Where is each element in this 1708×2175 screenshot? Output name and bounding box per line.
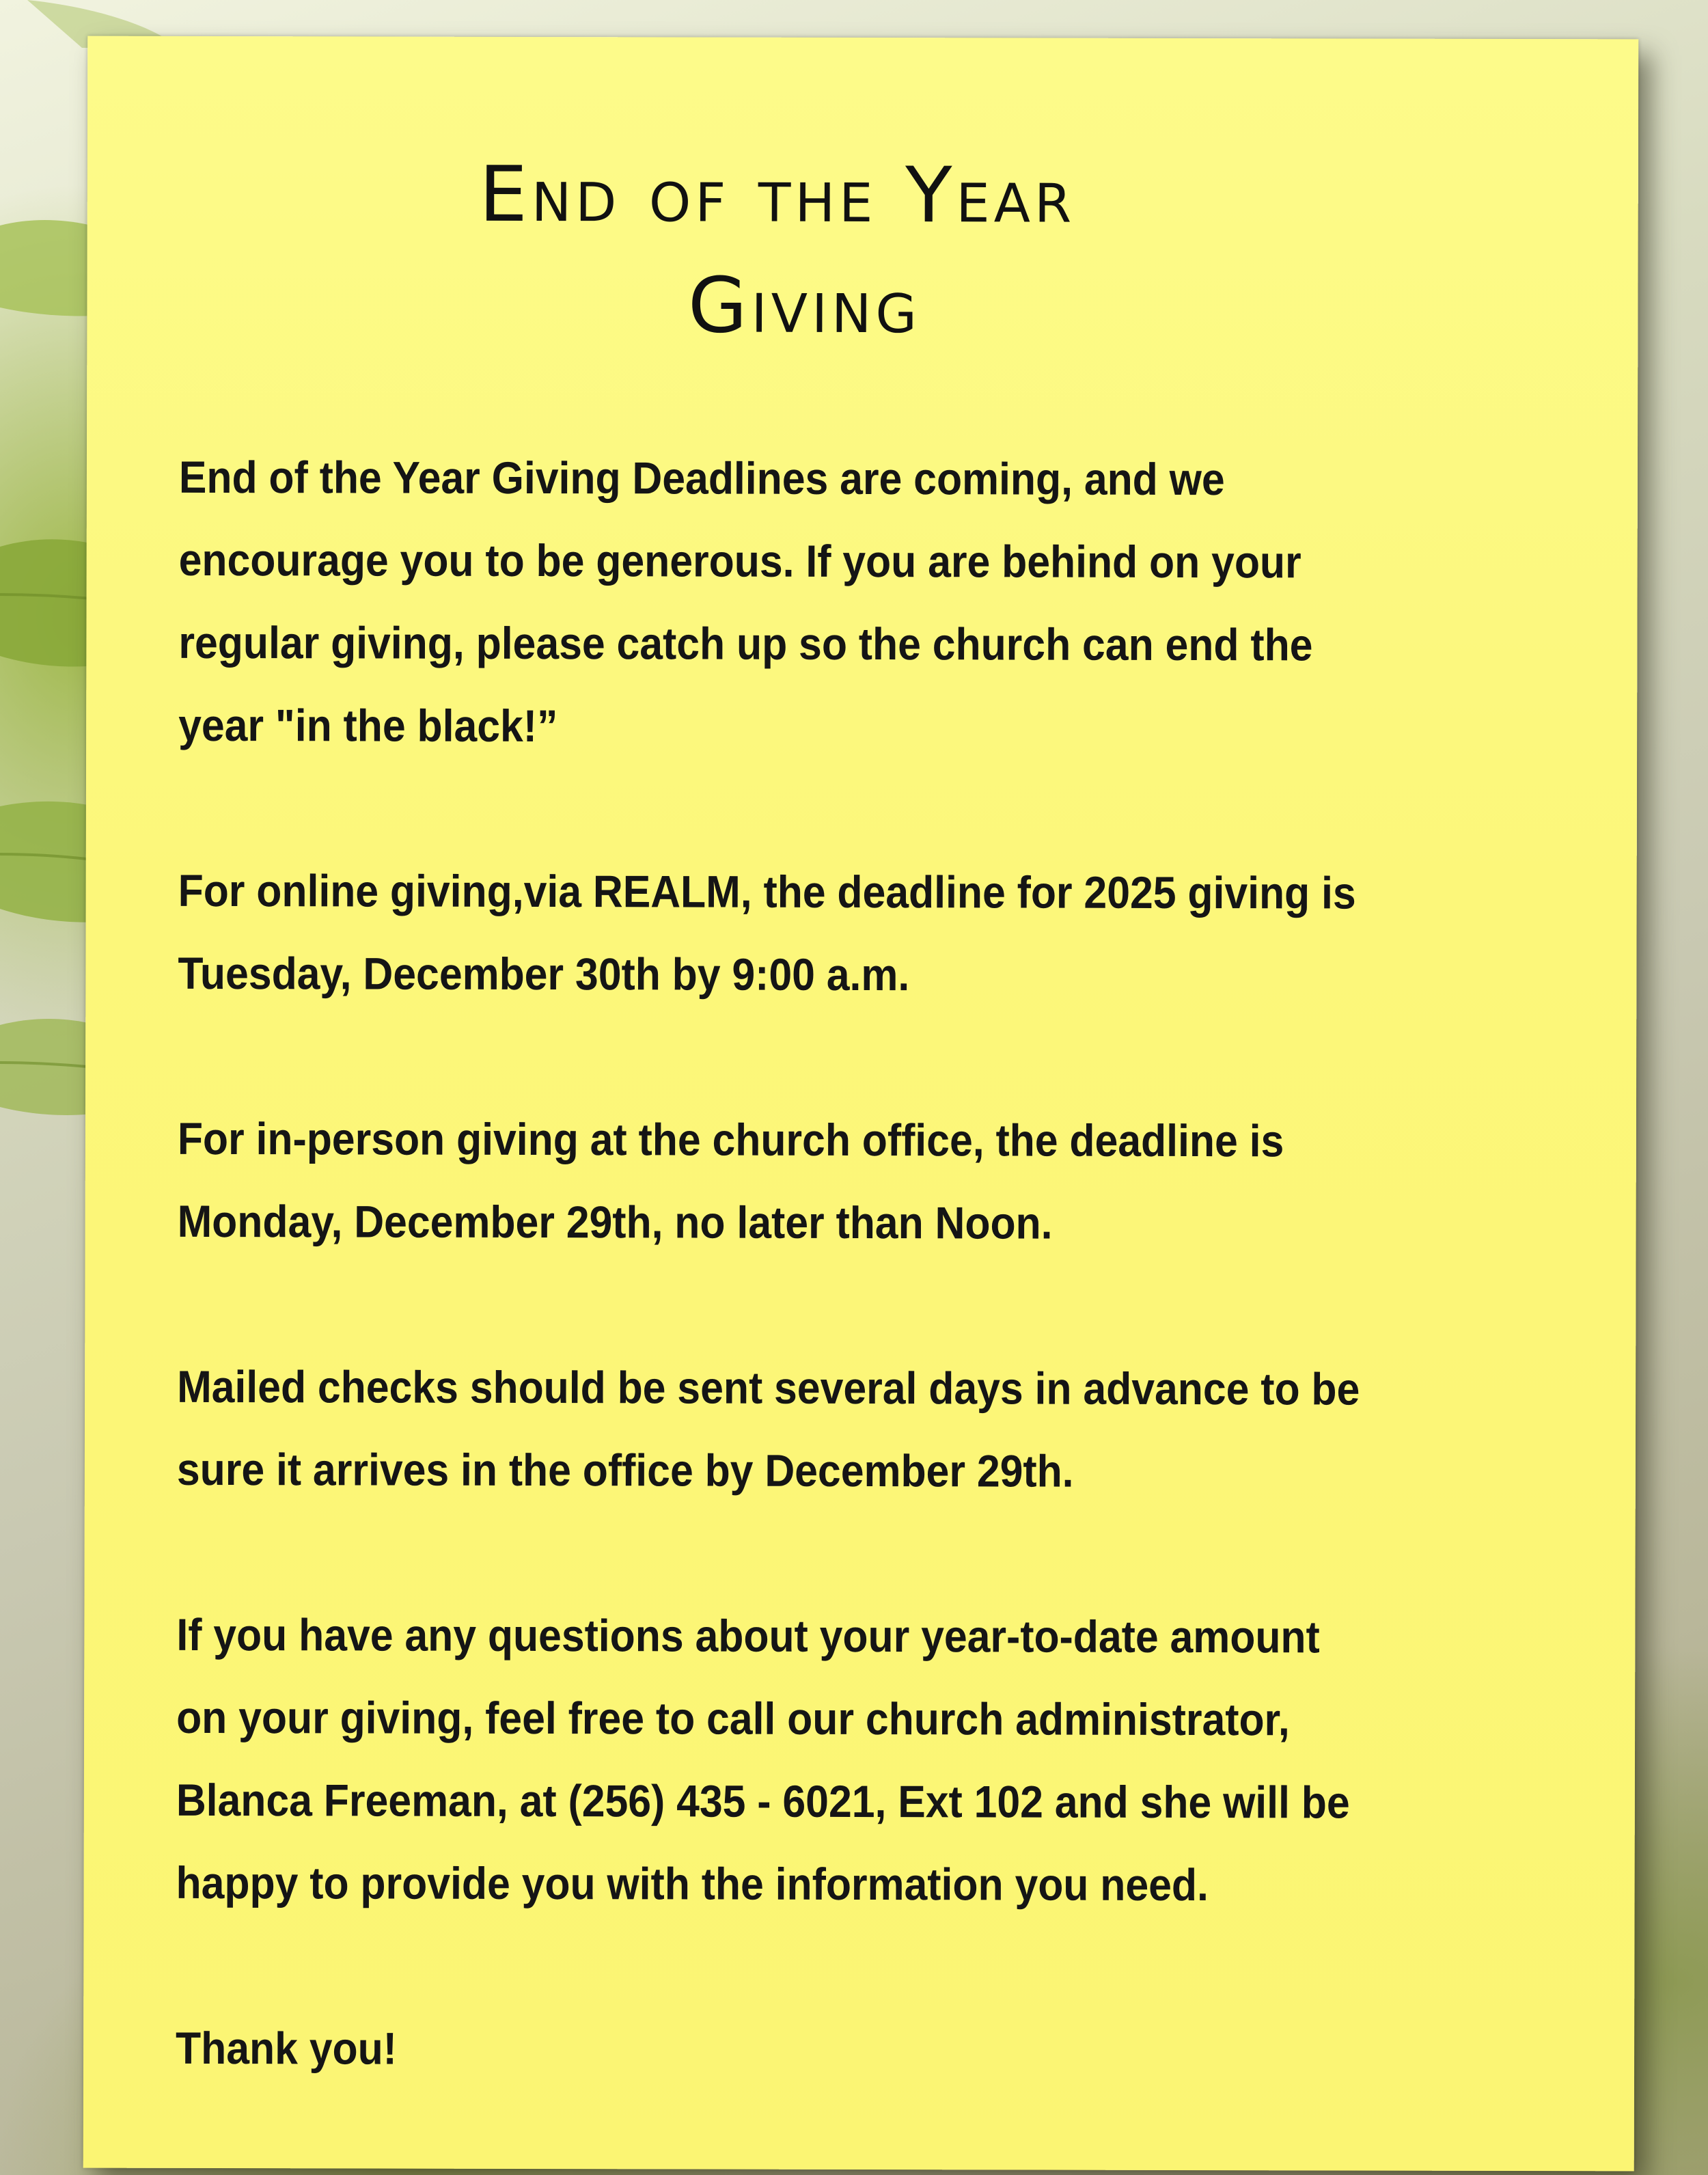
text-line: happy to provide you with the information you need.	[176, 1857, 1209, 1911]
text-line: sure it arrives in the office by December 29th.	[176, 1443, 1074, 1496]
flyer-body	[176, 436, 1474, 2175]
sticky-note	[83, 36, 1639, 2172]
paragraph-intro	[178, 436, 1474, 769]
text-line: End of the Year Giving Deadlines are coming, and we	[178, 451, 1225, 505]
paragraph-thank-you	[176, 2007, 1470, 2092]
text-line: encourage you to be generous. If you are behind on your	[178, 534, 1301, 588]
paragraph-mailed-checks	[177, 1345, 1472, 1514]
text-line: Monday, December 29th, no later than Noon.	[177, 1195, 1053, 1248]
text-line: For in-person giving at the church office, the deadline is	[177, 1112, 1284, 1166]
text-line: regular giving, please catch up so the church can end the	[178, 616, 1313, 670]
text-line: Thank you!	[176, 2022, 398, 2074]
text-line: For online giving,via REALM, the deadline for 2025 giving is	[178, 864, 1356, 918]
text-line: Mailed checks should be sent several days in advance to be	[177, 1360, 1360, 1414]
title-line-1: End of the Year	[479, 150, 1076, 241]
paragraph-in-person-giving	[178, 1097, 1473, 1266]
text-line: year "in the black!”	[178, 699, 558, 752]
title-line-2: Giving	[687, 261, 922, 351]
text-line: on your giving, feel free to call our church administrator,	[176, 1691, 1290, 1745]
flyer-title	[87, 139, 1468, 363]
paragraph-questions	[176, 1593, 1471, 1927]
text-line: Blanca Freeman, at (256) 435 - 6021, Ext 102 and she will be	[176, 1774, 1350, 1828]
text-line: If you have any questions about your year-to-date amount	[176, 1609, 1320, 1663]
text-line: Tuesday, December 30th by 9:00 a.m.	[178, 947, 910, 1000]
paragraph-online-giving	[178, 849, 1473, 1017]
